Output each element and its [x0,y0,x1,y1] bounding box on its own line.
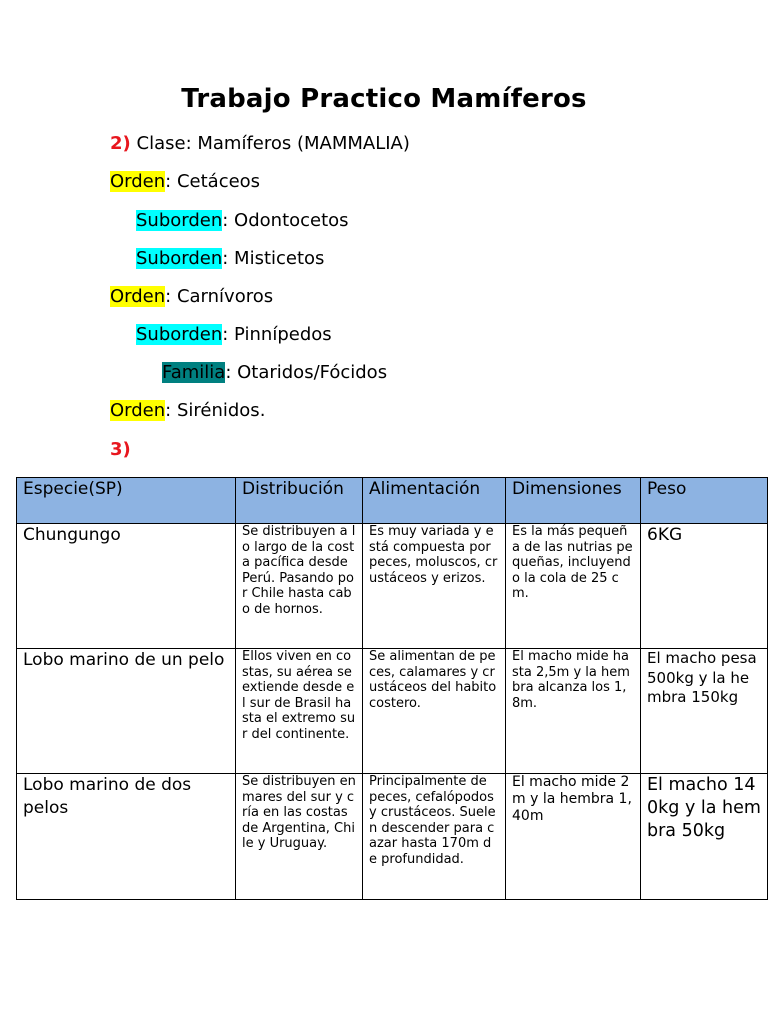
suborden-value: : Pinnípedos [222,324,332,345]
familia-label: Familia [162,362,226,383]
orden-label: Orden [110,400,166,421]
cell-dimensiones: Es la más pequeña de las nutrias pequeñas, incluyendo la cola de 25 cm. [506,524,641,649]
orden-label: Orden [110,286,166,307]
header-alimentacion: Alimentación [363,478,506,524]
cell-peso: El macho pesa 500kg y la hembra 150kg [641,649,768,774]
orden-value: : Cetáceos [165,171,261,192]
suborden-line-1 [136,209,349,233]
cell-alimentacion: Es muy variada y está compuesta por peces, moluscos, crustáceos y erizos. [363,524,506,649]
orden-value: : Sirénidos. [165,400,266,421]
suborden-label: Suborden [136,248,223,269]
suborden-value: : Odontocetos [222,210,349,231]
table-row [17,774,768,900]
clase-label: Clase [136,133,186,154]
clase-value: : Mamíferos (MAMMALIA) [185,133,410,154]
suborden-label: Suborden [136,324,223,345]
familia-line [162,361,387,385]
suborden-line-2 [136,247,324,271]
cell-distribucion: Ellos viven en costas, su aérea se extiende desde el sur de Brasil hasta el extremo sur del continente. [236,649,363,774]
orden-line-2 [110,285,273,309]
cell-especie: Lobo marino de dos pelos [17,774,236,900]
orden-label: Orden [110,171,166,192]
document-title: Trabajo Practico Mamíferos [181,84,587,114]
cell-peso: 6KG [641,524,768,649]
species-table [16,477,768,900]
header-peso: Peso [641,478,768,524]
cell-especie: Chungungo [17,524,236,649]
clase-line [110,132,410,156]
cell-distribucion: Se distribuyen a lo largo de la costa pacífica desde Perú. Pasando por Chile hasta cabo de hornos. [236,524,363,649]
table-row [17,524,768,649]
familia-value: : Otaridos/Fócidos [225,362,388,383]
orden-line-3 [110,399,265,423]
section-3-line [110,438,131,462]
section-number-3: 3) [110,439,131,460]
section-number-2: 2) [110,133,131,154]
orden-line-1 [110,170,260,194]
cell-dimensiones: El macho mide 2m y la hembra 1,40m [506,774,641,900]
cell-dimensiones: El macho mide hasta 2,5m y la hembra alcanza los 1,8m. [506,649,641,774]
cell-alimentacion: Se alimentan de peces, calamares y crustáceos del habito costero. [363,649,506,774]
cell-alimentacion: Principalmente de peces, cefalópodos y crustáceos. Suelen descender para cazar hasta 170m de profundidad. [363,774,506,900]
header-dimensiones: Dimensiones [506,478,641,524]
orden-value: : Carnívoros [165,286,274,307]
header-especie: Especie(SP) [17,478,236,524]
suborden-value: : Misticetos [222,248,325,269]
header-distribucion: Distribución [236,478,363,524]
cell-especie: Lobo marino de un pelo [17,649,236,774]
cell-distribucion: Se distribuyen en mares del sur y cría en las costas de Argentina, Chile y Uruguay. [236,774,363,900]
suborden-line-3 [136,323,332,347]
table-header-row [17,478,768,524]
cell-peso: El macho 140kg y la hembra 50kg [641,774,768,900]
suborden-label: Suborden [136,210,223,231]
table-row [17,649,768,774]
